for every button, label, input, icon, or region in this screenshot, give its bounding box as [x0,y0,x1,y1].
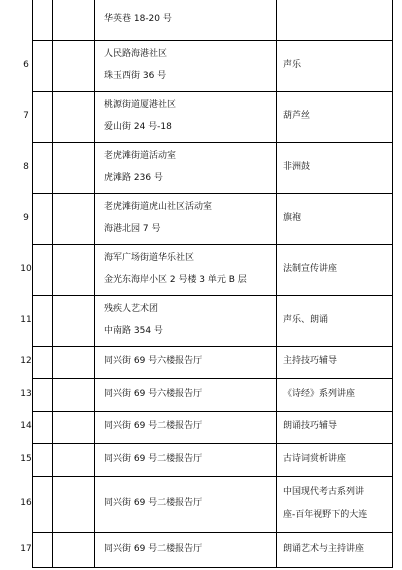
address-line: 中南路 354 号 [104,326,163,336]
address-line: 同兴街 69 号六楼报告厅 [104,356,203,366]
address-line: 同兴街 69 号二楼报告厅 [104,498,203,508]
address-line: 残疾人艺术团 [104,304,159,314]
row-number: 9 [23,212,29,223]
row-number: 6 [23,59,29,70]
address-line: 同兴街 69 号二楼报告厅 [104,421,203,431]
row-number: 17 [20,543,32,554]
row-border-7 [32,346,393,347]
topic-line: 法制宣传讲座 [283,263,338,274]
topic-line: 中国现代考古系列讲 [283,487,365,497]
row-number: 13 [20,388,32,399]
topic-line: 朗诵技巧辅导 [283,421,338,431]
row-border-4 [32,193,393,194]
row-number: 12 [20,356,32,366]
address-line: 人民路海港社区 [104,49,168,59]
topic-line: 朗诵艺术与主持讲座 [283,543,365,554]
address-line: 爱山街 24 号-18 [104,122,172,132]
row-border-8 [32,378,393,379]
row-border-1 [32,40,393,41]
row-border-13 [32,567,393,568]
topic-line: 座-百年视野下的大连 [283,510,368,520]
row-number: 11 [20,314,32,325]
topic-line: 《诗经》系列讲座 [283,388,356,399]
address-line: 同兴街 69 号二楼报告厅 [104,453,203,464]
topic-line: 旗袍 [283,212,302,223]
topic-line: 主持技巧辅导 [283,356,338,366]
row-border-10 [32,443,393,444]
row-number: 8 [23,161,29,172]
topic-line: 非洲鼓 [283,161,311,172]
topic-line: 声乐 [283,59,302,70]
row-border-6 [32,295,393,296]
row-border-3 [32,142,393,143]
col-border-1 [52,0,53,568]
row-border-12 [32,532,393,533]
address-line: 珠玉西街 36 号 [104,71,167,81]
topic-line: 葫芦丝 [283,110,311,121]
address-line: 金光东海岸小区 2 号楼 3 单元 B 层 [104,275,247,285]
row-border-2 [32,91,393,92]
topic-line: 声乐、朗诵 [283,314,329,325]
address-line: 华英巷 18-20 号 [104,14,172,24]
address-line: 虎滩路 236 号 [104,173,163,183]
col-border-3 [276,0,277,568]
row-border-5 [32,244,393,245]
row-number: 7 [23,110,29,121]
address-line: 老虎滩街道虎山社区活动室 [104,202,213,212]
address-line: 同兴街 69 号六楼报告厅 [104,388,203,399]
address-line: 海军广场街道华乐社区 [104,253,195,263]
col-border-4 [392,0,393,568]
topic-line: 古诗词赏析讲座 [283,453,347,464]
address-line: 老虎滩街道活动室 [104,151,177,161]
col-border-2 [94,0,95,568]
col-border-0 [32,0,33,568]
address-line: 桃源街道厦港社区 [104,100,177,110]
row-number: 10 [20,263,32,274]
row-number: 15 [20,453,32,464]
row-number: 16 [20,498,32,508]
row-border-11 [32,476,393,477]
row-border-9 [32,411,393,412]
address-line: 同兴街 69 号二楼报告厅 [104,543,203,554]
address-line: 海港北园 7 号 [104,224,161,234]
row-number: 14 [20,421,32,431]
